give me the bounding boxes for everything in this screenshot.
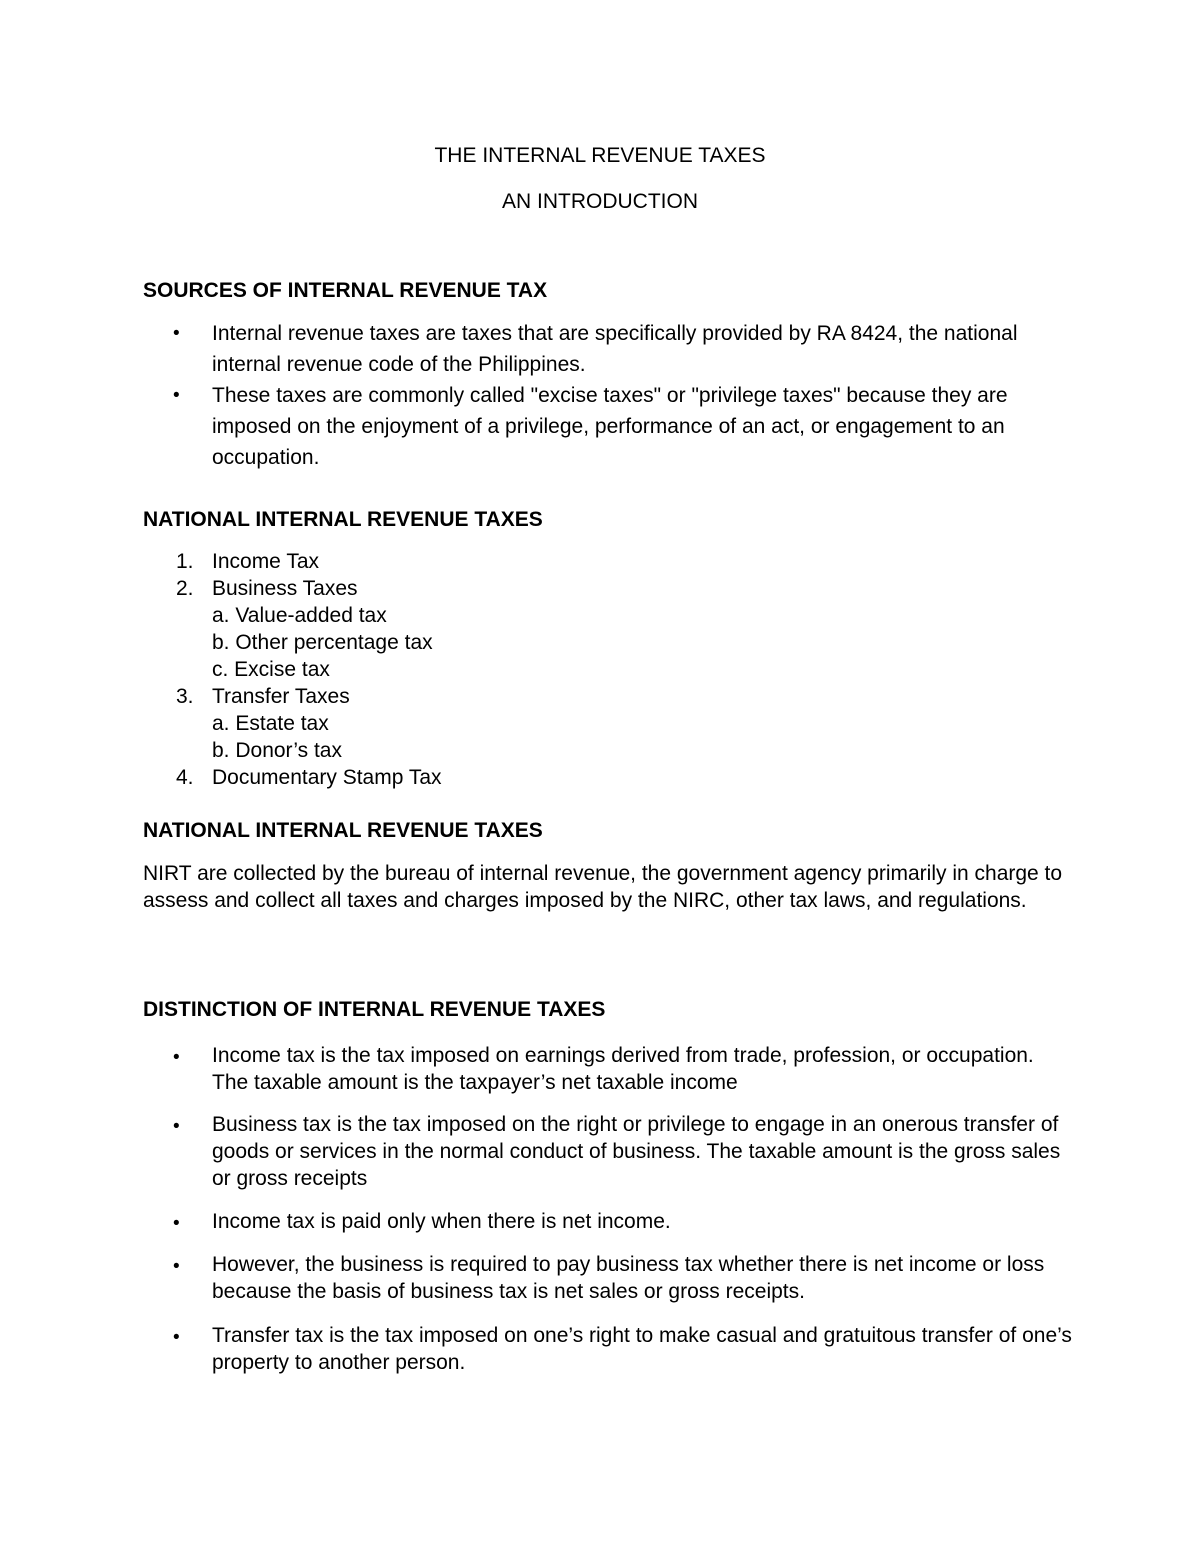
bullet-text: Transfer tax is the tax imposed on one’s right to make casual and gratuitous transfer of one’s property to another person.: [212, 1324, 1072, 1374]
bullet-icon: •: [173, 1327, 180, 1348]
list-label: Business Taxes: [212, 577, 358, 600]
document-subtitle: AN INTRODUCTION: [502, 190, 698, 213]
bullet-text: These taxes are commonly called "excise taxes" or "privilege taxes" because they are imposed on the enjoyment of a privilege, performance of an act, or engagement to an occupation.: [212, 384, 1008, 469]
list-label: a. Value-added tax: [212, 604, 387, 627]
document-title: THE INTERNAL REVENUE TAXES: [434, 144, 766, 167]
list-label: b. Other percentage tax: [212, 631, 433, 654]
bullet-text: However, the business is required to pay business tax whether there is net income or loss because the basis of business tax is net sales or gross receipts.: [212, 1253, 1045, 1303]
list-number: 1.: [176, 550, 194, 573]
bullet-icon: •: [173, 1213, 180, 1234]
list-label: b. Donor’s tax: [212, 739, 342, 762]
list-number: 3.: [176, 685, 194, 708]
list-number: 4.: [176, 766, 194, 789]
section-heading-national-para: NATIONAL INTERNAL REVENUE TAXES: [143, 819, 543, 842]
bullet-icon: •: [173, 1047, 180, 1068]
list-label: a. Estate tax: [212, 712, 329, 735]
list-label: Transfer Taxes: [212, 685, 350, 708]
bullet-text: Internal revenue taxes are taxes that are specifically provided by RA 8424, the national internal revenue code of the Philippines.: [212, 322, 1018, 376]
list-label: Documentary Stamp Tax: [212, 766, 442, 789]
list-number: 2.: [176, 577, 194, 600]
section-heading-sources: SOURCES OF INTERNAL REVENUE TAX: [143, 279, 548, 302]
section-heading-distinction: DISTINCTION OF INTERNAL REVENUE TAXES: [143, 998, 606, 1021]
bullet-icon: •: [173, 385, 180, 406]
bullet-text: Business tax is the tax imposed on the right or privilege to engage in an onerous transfer of goods or services in the normal conduct of business. The taxable amount is the gross sales or gross receipts: [212, 1113, 1061, 1190]
bullet-text: Income tax is the tax imposed on earnings derived from trade, profession, or occupation. The taxable amount is the taxpayer’s net taxable income: [212, 1044, 1034, 1094]
list-label: Income Tax: [212, 550, 319, 573]
body-paragraph: NIRT are collected by the bureau of internal revenue, the government agency primarily in charge to assess and collect all taxes and charges imposed by the NIRC, other tax laws, and regulations.: [143, 862, 1063, 912]
bullet-icon: •: [173, 323, 180, 344]
list-label: c. Excise tax: [212, 658, 330, 681]
bullet-icon: •: [173, 1256, 180, 1277]
section-heading-national-list: NATIONAL INTERNAL REVENUE TAXES: [143, 508, 543, 531]
bullet-text: Income tax is paid only when there is net income.: [212, 1210, 671, 1233]
bullet-icon: •: [173, 1116, 180, 1137]
